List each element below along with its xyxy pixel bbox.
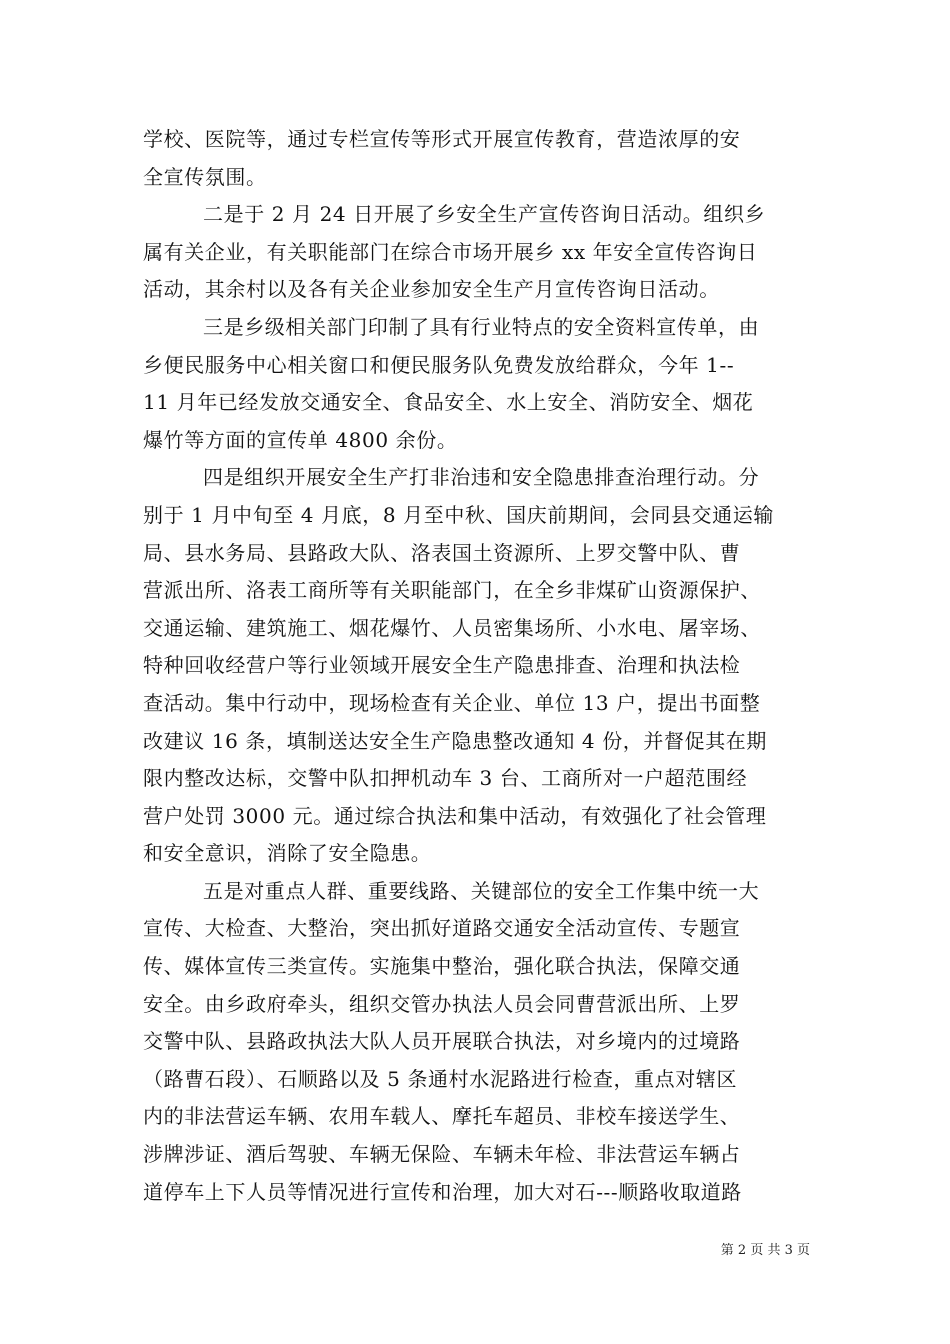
text-line: 安全。由乡政府牵头，组织交管办执法人员会同曹营派出所、上罗	[143, 991, 741, 1016]
text-line: 内的非法营运车辆、农用车载人、摩托车超员、非校车接送学生、	[143, 1104, 741, 1129]
text-line: 全宣传氛围。	[143, 164, 267, 189]
text-line: 传、媒体宣传三类宣传。实施集中整治，强化联合执法，保障交通	[143, 954, 741, 979]
text-line: 交通运输、建筑施工、烟花爆竹、人员密集场所、小水电、屠宰场、	[143, 615, 761, 640]
document-body	[143, 121, 823, 1211]
text-line: 四是组织开展安全生产打非治违和安全隐患排查治理行动。分	[203, 465, 760, 490]
text-line: 活动，其余村以及各有关企业参加安全生产月宣传咨询日活动。	[143, 277, 720, 302]
text-line: 限内整改达标，交警中队扣押机动车 3 台、工商所对一户超范围经	[143, 766, 748, 791]
text-line: 属有关企业，有关职能部门在综合市场开展乡 xx 年安全宣传咨询日	[143, 239, 758, 264]
text-line: 特种回收经营户等行业领域开展安全生产隐患排查、治理和执法检	[143, 653, 741, 678]
text-line: 改建议 16 条，填制送达安全生产隐患整改通知 4 份，并督促其在期	[143, 728, 768, 753]
text-line: 五是对重点人群、重要线路、关键部位的安全工作集中统一大	[203, 878, 760, 903]
text-line: 爆竹等方面的宣传单 4800 余份。	[143, 427, 458, 452]
text-line: 11 月年已经发放交通安全、食品安全、水上安全、消防安全、烟花	[143, 390, 754, 415]
text-line: （路曹石段）、石顺路以及 5 条通村水泥路进行检查，重点对辖区	[143, 1066, 738, 1091]
text-line: 营户处罚 3000 元。通过综合执法和集中活动，有效强化了社会管理	[143, 803, 767, 828]
text-line: 三是乡级相关部门印制了具有行业特点的安全资料宣传单，由	[203, 314, 760, 339]
text-line: 别于 1 月中旬至 4 月底，8 月至中秋、国庆前期间，会同县交通运输	[143, 502, 774, 527]
text-line: 局、县水务局、县路政大队、洛表国土资源所、上罗交警中队、曹	[143, 540, 741, 565]
text-line: 二是于 2 月 24 日开展了乡安全生产宣传咨询日活动。组织乡	[203, 202, 766, 227]
text-line: 和安全意识，消除了安全隐患。	[143, 841, 432, 866]
text-line: 宣传、大检查、大整治，突出抓好道路交通安全活动宣传、专题宣	[143, 916, 741, 941]
text-line: 涉牌涉证、酒后驾驶、车辆无保险、车辆未年检、非法营运车辆占	[143, 1142, 741, 1167]
text-line: 乡便民服务中心相关窗口和便民服务队免费发放给群众，今年 1--	[143, 352, 735, 377]
text-line: 查活动。集中行动中，现场检查有关企业、单位 13 户，提出书面整	[143, 690, 761, 715]
page-number-footer: 第 2 页 共 3 页	[720, 1243, 810, 1258]
text-line: 道停车上下人员等情况进行宣传和治理，加大对石---顺路收取道路	[143, 1179, 742, 1204]
text-line: 交警中队、县路政执法大队人员开展联合执法，对乡境内的过境路	[143, 1029, 741, 1054]
text-line: 营派出所、洛表工商所等有关职能部门，在全乡非煤矿山资源保护、	[143, 578, 761, 603]
text-line: 学校、医院等，通过专栏宣传等形式开展宣传教育，营造浓厚的安	[143, 127, 741, 151]
